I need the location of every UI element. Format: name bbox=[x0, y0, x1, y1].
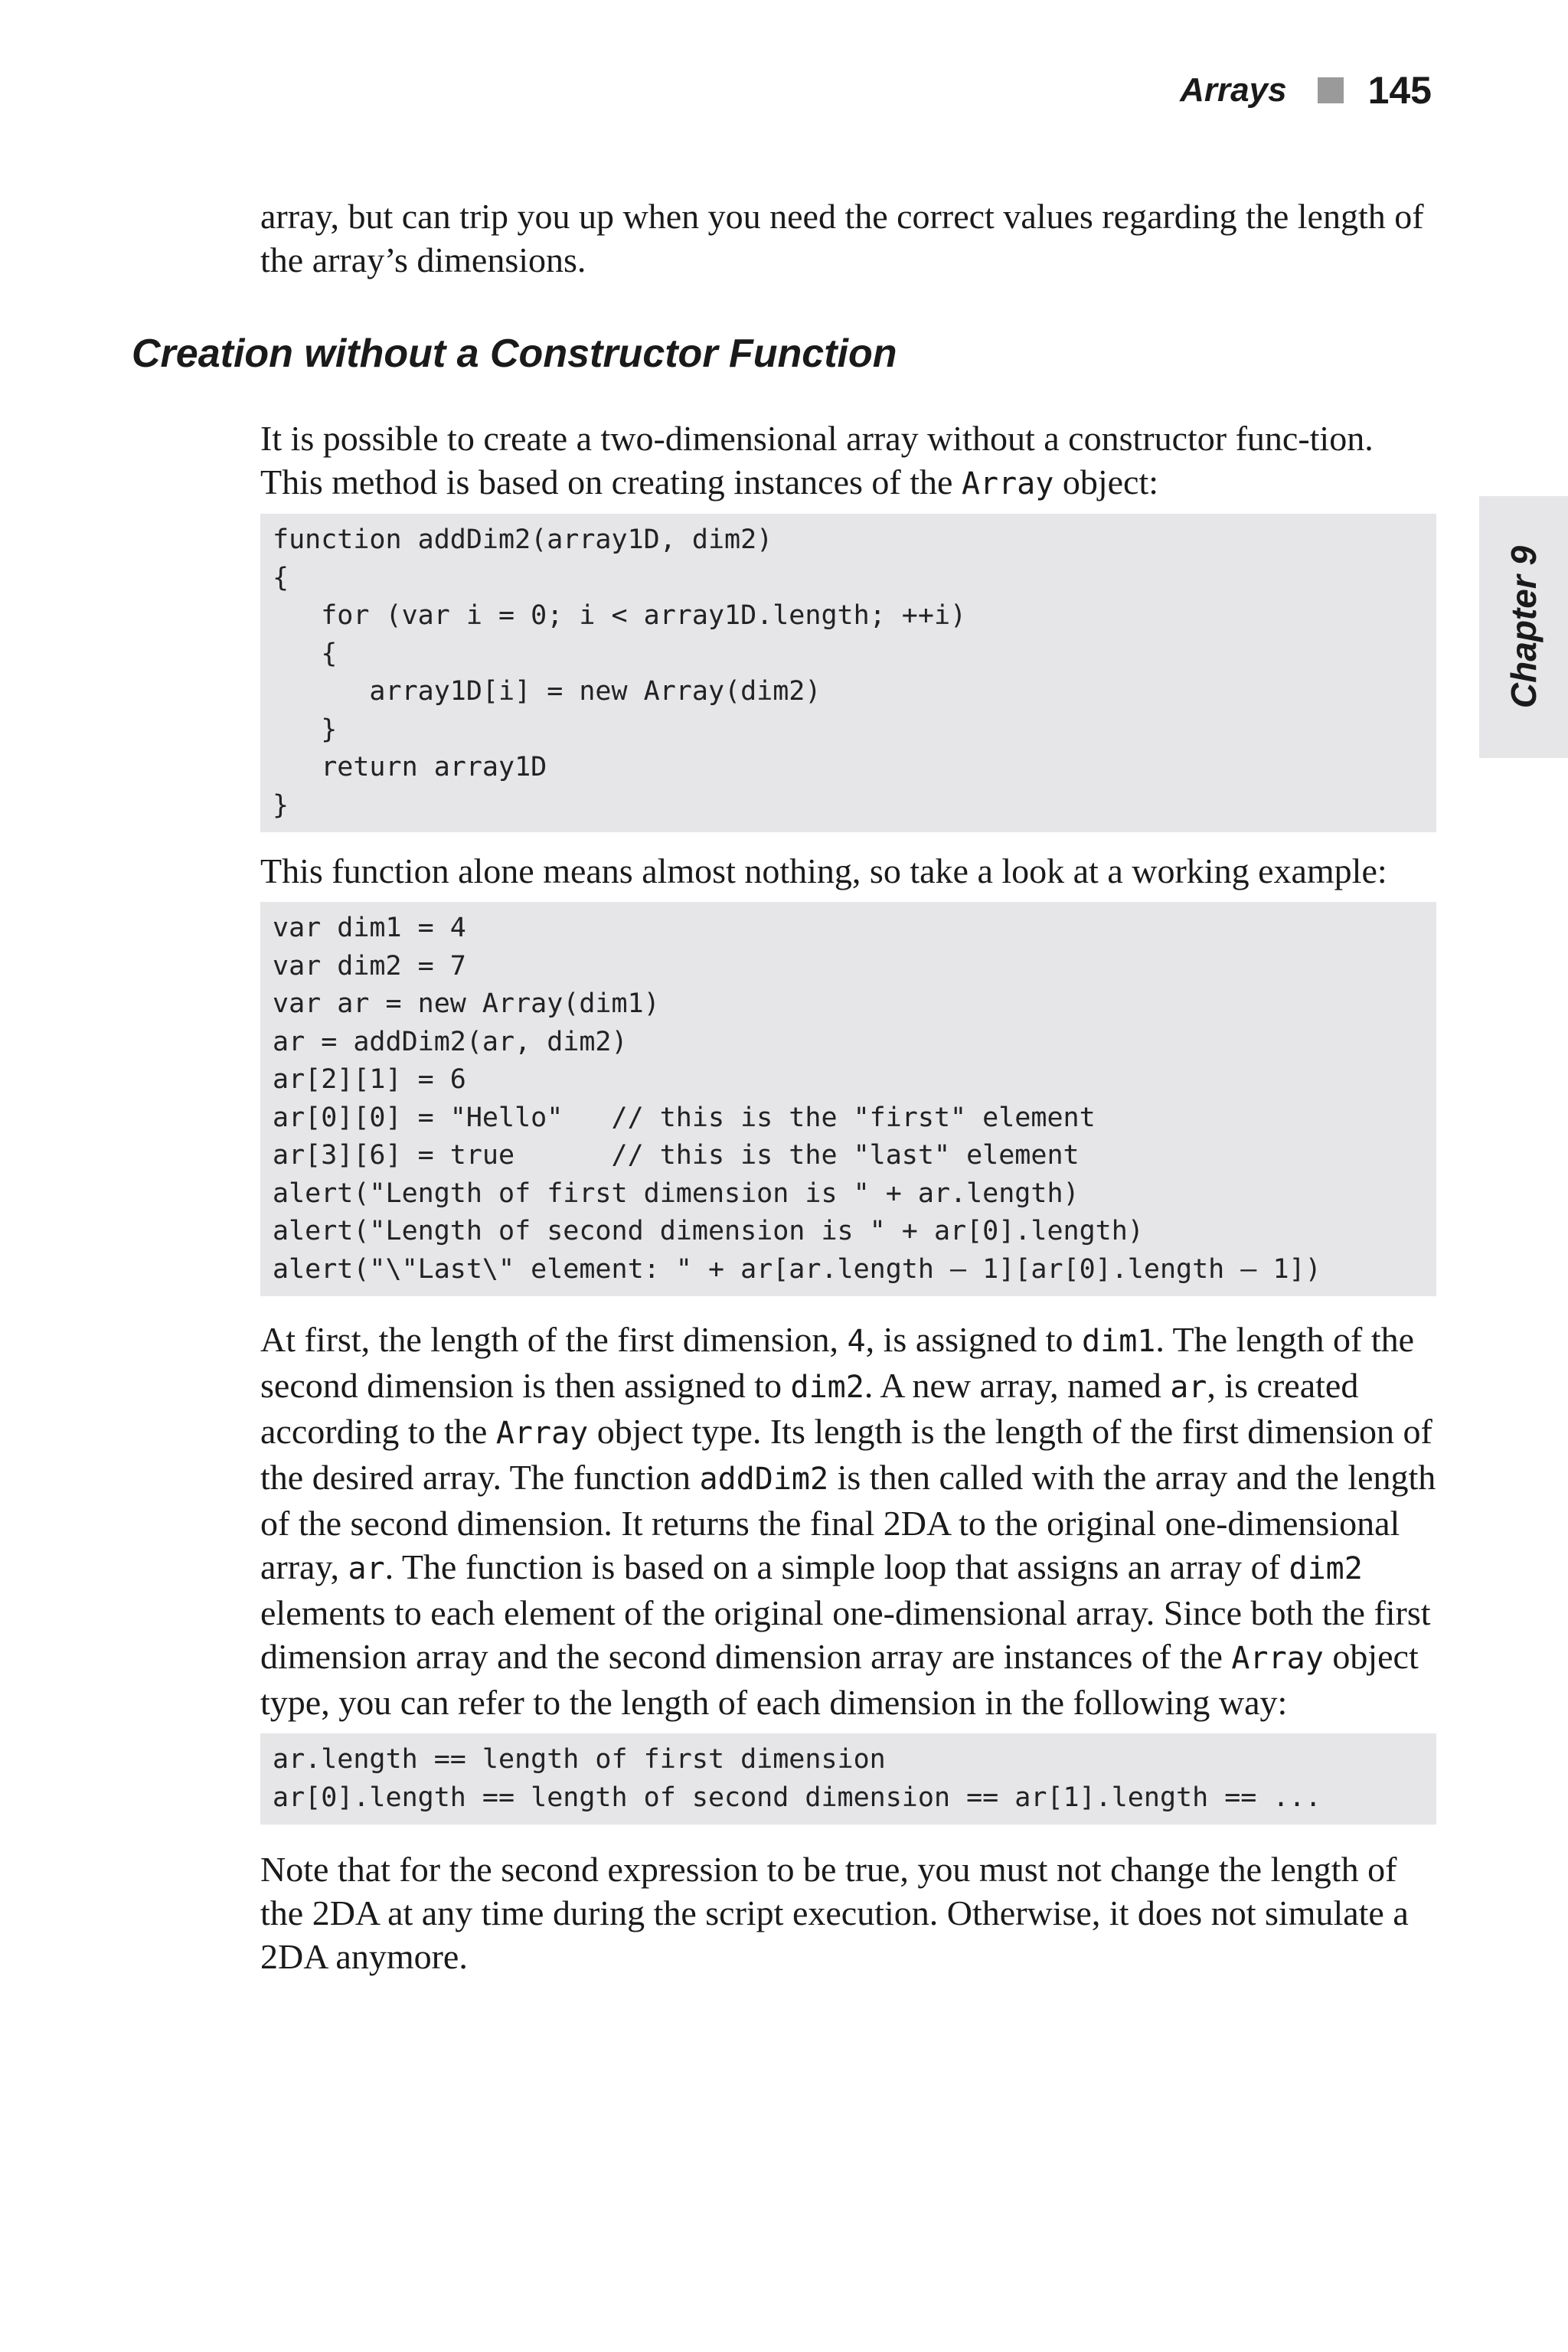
text-run: At first, the length of the first dimension, bbox=[260, 1320, 848, 1359]
text-run: object type, you can refer to the length of each dimension in the following way: bbox=[260, 1637, 1419, 1722]
inline-code: Array bbox=[961, 466, 1054, 501]
code-line: ar[0].length == length of second dimension == ar[1].length == ... bbox=[273, 1782, 1321, 1813]
inline-code: 4 bbox=[847, 1324, 866, 1359]
text-run: is then called with the array and the length of the second dimension. It returns the final 2DA to the original one-dimensional array, bbox=[260, 1458, 1436, 1586]
inline-code: ar bbox=[348, 1551, 385, 1586]
text-run: array, but can trip you up when you need the correct values regarding the length of the array’s dimensions. bbox=[260, 197, 1424, 279]
text-run: elements to each element of the original one-dimensional array. Since both the first dimension array and the second dimension array are instances of the bbox=[260, 1593, 1431, 1676]
code-line: alert("Length of first dimension is " + ar.length) bbox=[273, 1178, 1080, 1209]
section-heading: Creation without a Constructor Function bbox=[132, 332, 897, 376]
code-line: array1D[i] = new Array(dim2) bbox=[273, 676, 822, 707]
text-run: This function alone means almost nothing, so take a look at a working example: bbox=[260, 851, 1387, 890]
inline-code: ar bbox=[1170, 1370, 1207, 1405]
code-line: { bbox=[273, 562, 289, 593]
code-line: } bbox=[273, 714, 338, 745]
text-run: object type. Its length is the length of the first dimension of the desired array. The function bbox=[260, 1412, 1432, 1497]
code-line: var ar = new Array(dim1) bbox=[273, 988, 660, 1019]
header-square-icon bbox=[1318, 77, 1344, 103]
inline-code: Array bbox=[495, 1416, 589, 1451]
inline-code: dim2 bbox=[1289, 1551, 1363, 1586]
code-line: var dim1 = 4 bbox=[273, 913, 466, 943]
inline-code: dim1 bbox=[1082, 1324, 1156, 1359]
inline-code: dim2 bbox=[790, 1370, 864, 1405]
code-line: ar = addDim2(ar, dim2) bbox=[273, 1026, 628, 1057]
text-run: . A new array, named bbox=[864, 1366, 1171, 1405]
code-line: ar[2][1] = 6 bbox=[273, 1064, 466, 1095]
code-line: function addDim2(array1D, dim2) bbox=[273, 524, 773, 555]
code-line: alert("Length of second dimension is " + ar[0].length) bbox=[273, 1216, 1144, 1246]
text-run: It is possible to create a two-dimensional array without a constructor func-tion. This method is based on creating instances of the bbox=[260, 419, 1374, 501]
code-line: } bbox=[273, 789, 289, 821]
text-run: . The function is based on a simple loop that assigns an array of bbox=[384, 1547, 1289, 1586]
text-run: , is created according to the bbox=[260, 1366, 1359, 1451]
code-line: for (var i = 0; i < array1D.length; ++i) bbox=[273, 600, 967, 631]
chapter-tab-label: Chapter 9 bbox=[1504, 545, 1544, 709]
paragraph-2 bbox=[260, 849, 1436, 893]
text-run: , is assigned to bbox=[865, 1320, 1083, 1359]
inline-code: addDim2 bbox=[699, 1462, 829, 1497]
code-line: return array1D bbox=[273, 752, 547, 782]
chapter-thumb-tab bbox=[1479, 496, 1568, 758]
text-run: Note that for the second expression to be true, you must not change the length of the 2DA at any time during the script execution. Otherwise, it does not simulate a 2DA anymore. bbox=[260, 1850, 1409, 1976]
code-line: alert("\"Last\" element: " + ar[ar.length – 1][ar[0].length – 1]) bbox=[273, 1253, 1321, 1285]
code-line: var dim2 = 7 bbox=[273, 950, 466, 982]
code-block-3 bbox=[260, 1733, 1436, 1824]
inline-code: Array bbox=[1231, 1641, 1324, 1676]
code-line: { bbox=[273, 638, 338, 669]
running-header bbox=[1180, 67, 1432, 113]
code-line: ar.length == length of first dimension bbox=[273, 1744, 886, 1775]
code-block-2 bbox=[260, 902, 1436, 1296]
code-line: ar[3][6] = true // this is the "last" element bbox=[273, 1140, 1080, 1171]
paragraph-1 bbox=[260, 416, 1436, 506]
running-header-section: Arrays bbox=[1180, 71, 1287, 109]
text-run: object: bbox=[1054, 462, 1159, 501]
intro-paragraph bbox=[260, 194, 1436, 282]
code-block-1 bbox=[260, 514, 1436, 832]
text-run: . The length of the second dimension is then assigned to bbox=[260, 1320, 1415, 1405]
code-line: ar[0][0] = "Hello" // this is the "first" element bbox=[273, 1102, 1096, 1133]
paragraph-3 bbox=[260, 1318, 1436, 1724]
page-content bbox=[260, 194, 1436, 1978]
page-number: 145 bbox=[1367, 69, 1432, 112]
paragraph-4 bbox=[260, 1847, 1436, 1978]
